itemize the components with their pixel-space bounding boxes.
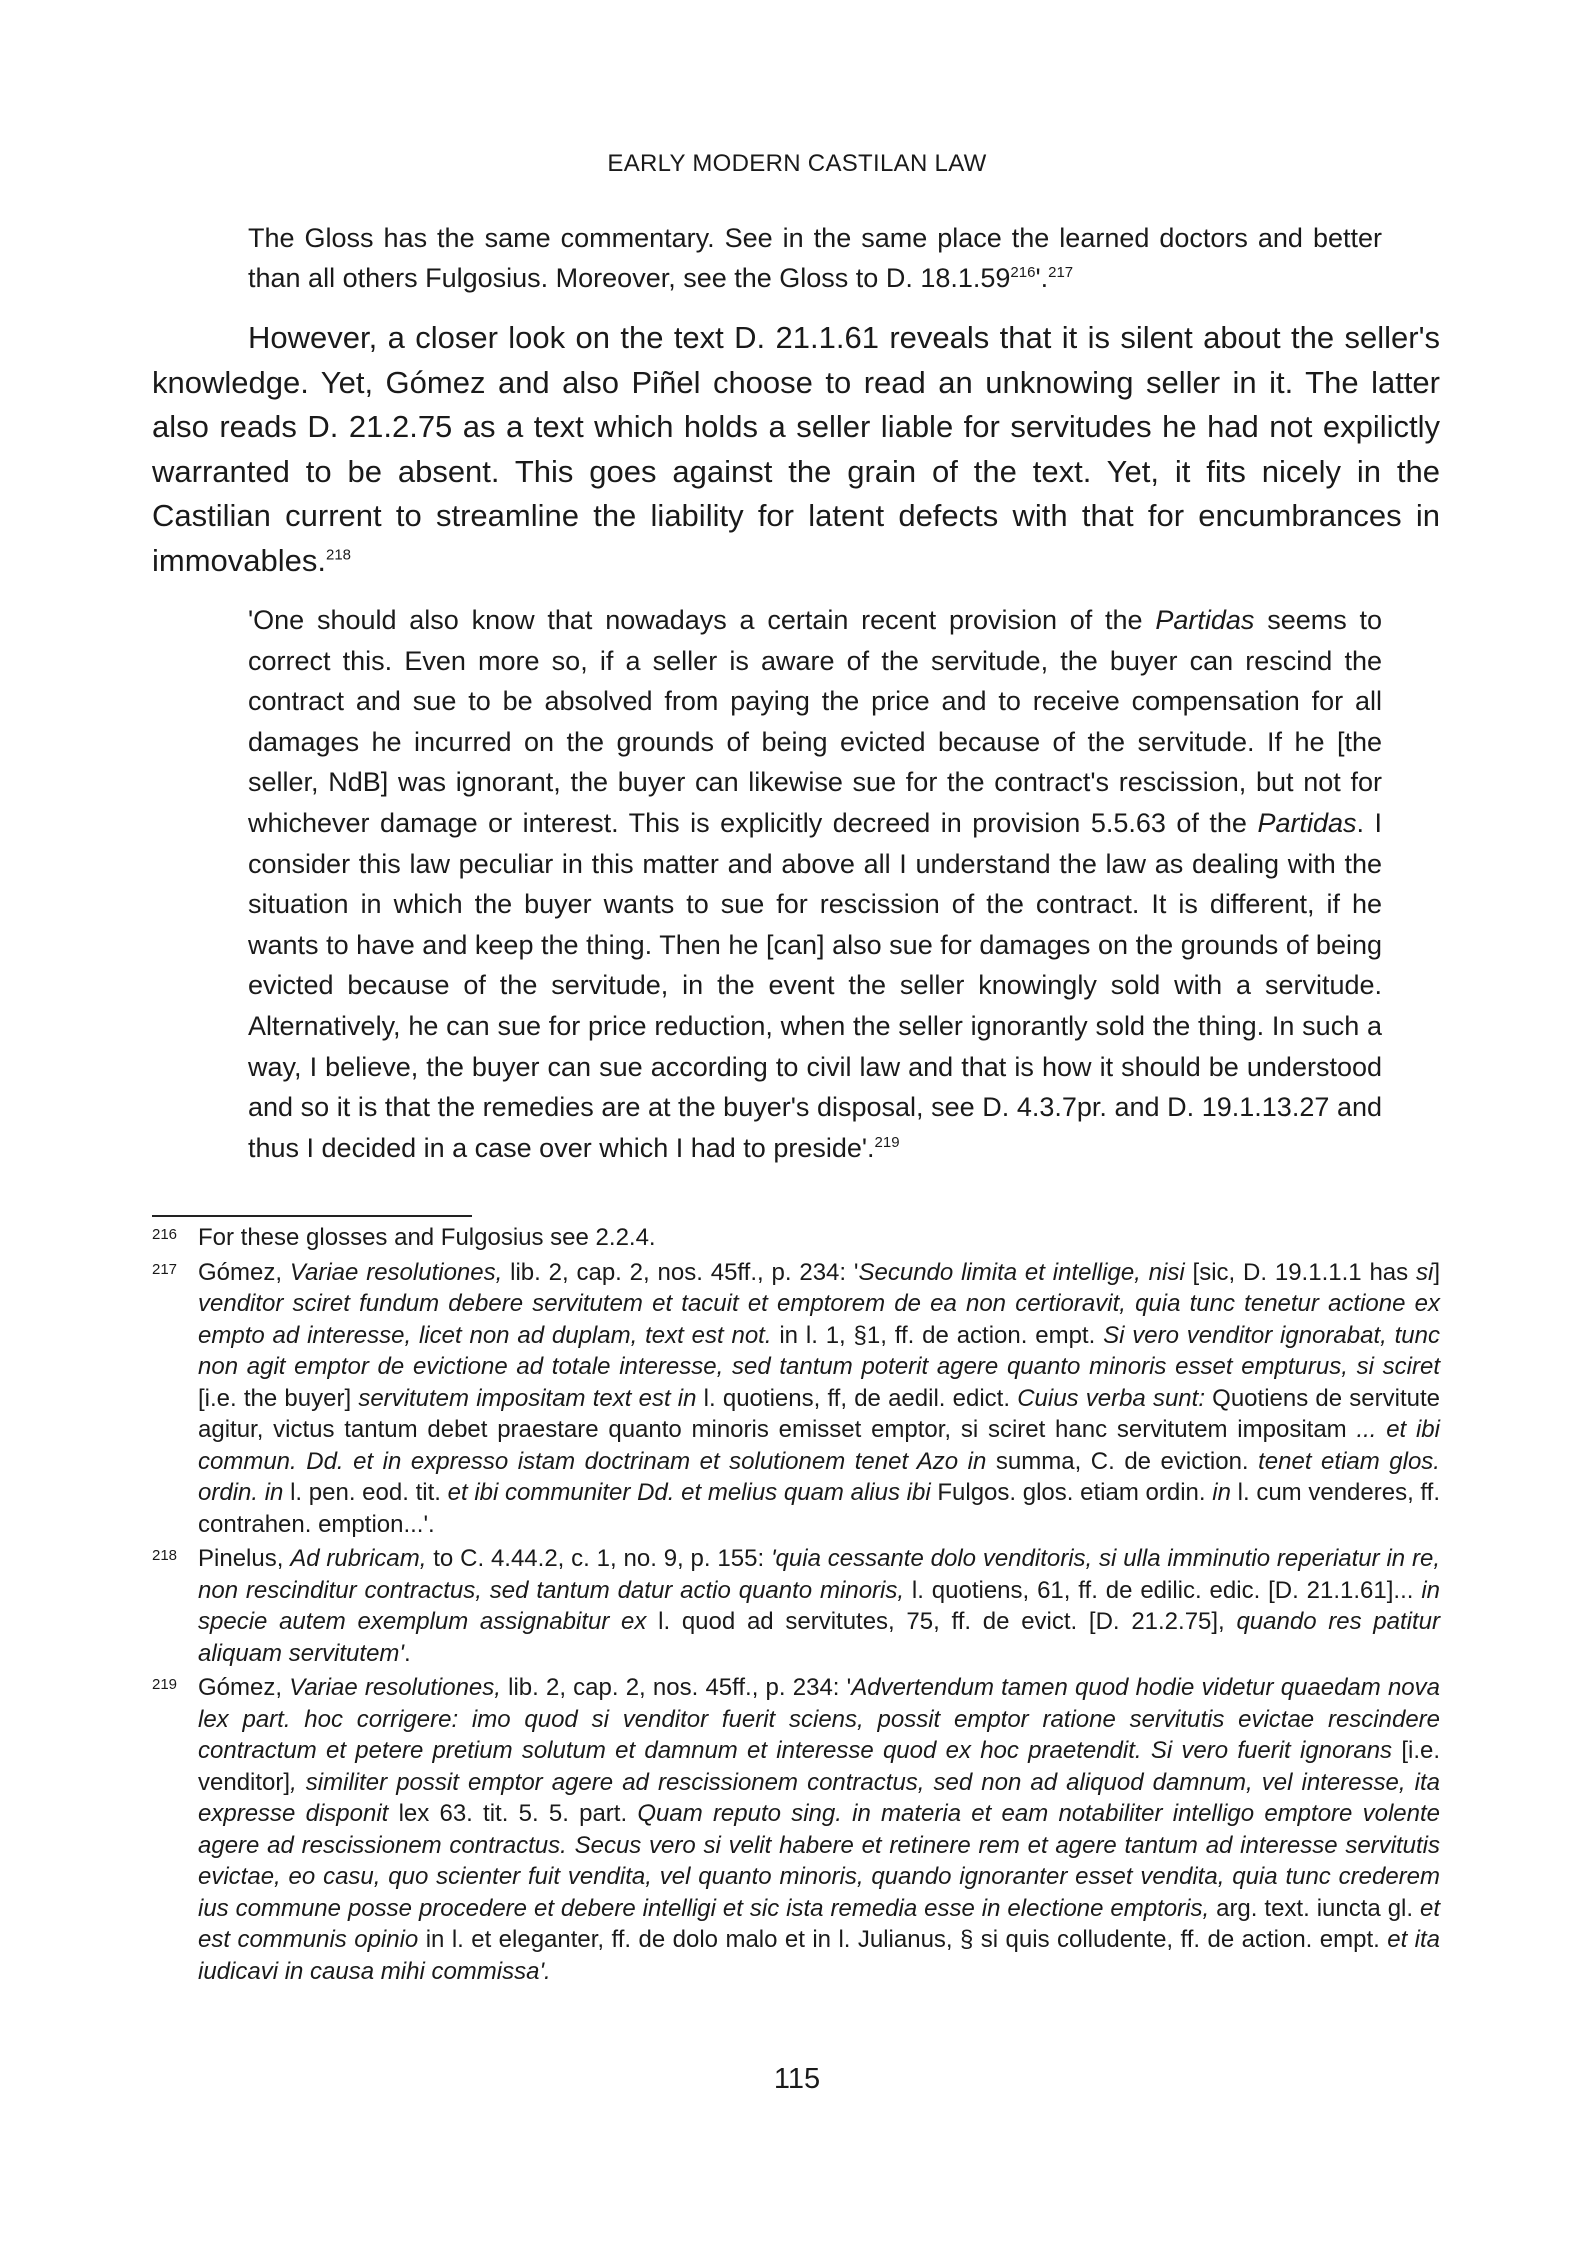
footnote-number: 216 xyxy=(152,1226,178,1243)
footnote-number: 217 xyxy=(152,1260,178,1278)
block-quote-gloss: The Gloss has the same commentary. See in the same place the learned doctors and better than all others Fulgosius. Moreover, see the Gloss to D. 18.1.59$^{216}$'.$^{217}$ xyxy=(248,223,1382,293)
footnote-217: 217 Gómez, Variae resolutiones, lib. 2, cap. 2, nos. 45ff., p. 234: 'Secundo limita et intellige, nisi [sic, D. 19.1.1.1 has si] venditor sciret fundum debere servitutem et tacuit et emptorem de ea non certioravit, quia tunc tenetur actione ex empto ad interesse, licet non ad duplam, text est not. in l. 1, §1, ff. de action. empt. Si vero venditor ignorabat, tunc non agit emptor de evictione ad totale interesse, sed tantum poterit agere quanto minoris esset empturus, si sciret [i.e. the buyer] servitutem impositam text est in l. quotiens, ff, de aedil. edict. Cuius verba sunt: Quotiens de servitute agitur, victus tantum debet praestare quanto minoris emisset emptor, si sciret hanc servitutem impositam ... et ibi commun. Dd. et in expresso istam doctrinam et solutionem tenet Azo in summa, C. de eviction. tenet etiam glos. ordin. in l. pen. eod. tit. et ibi communiter Dd. et melius quam alius ibi Fulgos. glos. etiam ordin. in l. cum venderes, ff. contrahen. emption...'. xyxy=(152,1257,1440,1541)
footnote-number: 219 xyxy=(152,1676,178,1693)
footnote-216: 216 For these glosses and Fulgosius see 2.2.4. xyxy=(152,1222,1440,1254)
footnote-ref-217[interactable]: 217 xyxy=(1048,264,1074,281)
footnote-ref-219[interactable]: 219 xyxy=(874,1133,900,1151)
footnote-219: 219 Gómez, Variae resolutiones, lib. 2, cap. 2, nos. 45ff., p. 234: 'Advertendum tamen quod hodie videtur quaedam nova lex part. hoc corrigere: imo quod si venditor fuerit sciens, possit emptor ratione servitutis evictae rescindere contractum et petere pretium solutum et damnum et interesse quod ex hoc praetendit. Si vero fuerit ignorans [i.e. venditor], similiter possit emptor agere ad rescissionem contractus, sed non ad aliquod damnum, vel interesse, ita expresse disponit lex 63. tit. 5. 5. part. Quam reputo sing. in materia et eam notabiliter intelligo emptore volente agere ad rescissionem contractus. Secus vero si velit habere et retinere rem et agere tantum ad interesse servitutis evictae, eo casu, quo scienter fuit vendita, vel quanto minoris, quando ignoranter esset vendita, quia tunc crederem ius commune posse procedere et debere intelligi et sic ista remedia esse in electione emptoris, arg. text. iuncta gl. et est communis opinio in l. et eleganter, ff. de dolo malo et in l. Julianus, § si quis colludente, ff. de action. empt. et ita iudicavi in causa mihi commissa'. xyxy=(152,1672,1440,1987)
block-quote-gomez: 'One should also know that nowadays a certain recent provision of the Partidas seems to correct this. Even more so, if a seller is aware of the servitude, the buyer can rescind the contract and sue to be absolved from paying the price and to receive compensation for all damages he incurred on the grounds of being evicted because of the servitude. If he [the seller, NdB] was ignorant, the buyer can likewise sue for the contract's rescission, but not for whichever damage or interest. This is explicitly decreed in provision 5.5.63 of the Partidas. I consider this law peculiar in this matter and above all I understand the law as dealing with the situation in which the buyer wants to sue for rescission of the contract. It is different, if he wants to have and keep the thing. Then he [can] also sue for damages on the grounds of being evicted because of the servitude, in the event the seller knowingly sold with a servitude. Alternatively, he can sue for price reduction, when the seller ignorantly sold the thing. In such a way, I believe, the buyer can sue according to civil law and that is how it should be understood and so it is that the remedies are at the buyer's disposal, see D. 4.3.7pr. and D. 19.1.13.27 and thus I decided in a case over which I had to preside'.$^{219}$ xyxy=(248,605,1382,1163)
footnote-number: 218 xyxy=(152,1547,178,1564)
body-paragraph: However, a closer look on the text D. 21.1.61 reveals that it is silent about the seller's knowledge. Yet, Gómez and also Piñel choose to read an unknowing seller in it. The latter also reads D. 21.2.75 as a text which holds a seller liable for servitudes he had not expilictly warranted to be absent. This goes against the grain of the text. Yet, it fits nicely in the Castilian current to streamline the liability for latent defects with that for encumbrances in immovables.$^{218}$ xyxy=(152,320,1440,578)
footnote-ref-216[interactable]: 216 xyxy=(1010,264,1036,281)
footnote-218: 218 Pinelus, Ad rubricam, to C. 4.44.2, c. 1, no. 9, p. 155: 'quia cessante dolo venditoris, si ulla imminutio reperiatur in re, non rescinditur contractus, sed tantum datur actio quanto minoris, l. quotiens, 61, ff. de edilic. edic. [D. 21.1.61]... in specie autem exemplum assignabitur ex l. quod ad servitutes, 75, ff. de evict. [D. 21.2.75], quando res patitur aliquam servitutem'. xyxy=(152,1543,1440,1669)
page-number: 115 xyxy=(773,2063,821,2095)
running-header: EARLY MODERN CASTILAN LAW xyxy=(607,150,987,177)
footnotes xyxy=(152,1222,1440,1990)
footnote-separator xyxy=(152,1215,472,1217)
footnote-ref-218[interactable]: 218 xyxy=(326,546,352,564)
